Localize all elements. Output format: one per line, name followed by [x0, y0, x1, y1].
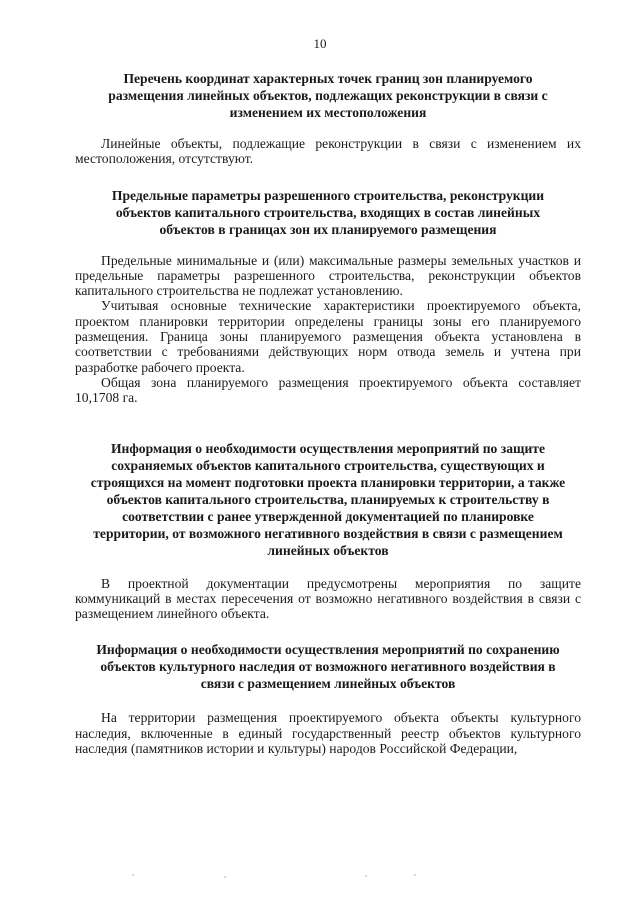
scan-dot	[224, 876, 226, 878]
section-paragraph: В проектной документации предусмотрены мероприятия по защите коммуникаций в местах пересечения от возможно негативного воздействия в связи с размещением линейного объекта.	[75, 575, 581, 622]
section-paragraph: На территории размещения проектируемого объекта объекты культурного наследия, включенные в единый государственный реестр объектов культурного наследия (памятников истории и культуры) народов Российской Федерации,	[75, 710, 581, 757]
section-heading-limit-parameters: Предельные параметры разрешенного строительства, реконструкции объектов капитального строительства, входящих в состав линейных объектов в границах зон их планируемого размещения	[111, 187, 545, 237]
section-paragraph: Предельные минимальные и (или) максимальные размеры земельных участков и предельные параметры разрешенного строительства, реконструкции объектов капитального строительства не подлежат установлению.	[75, 252, 581, 299]
section-heading-cultural-heritage: Информация о необходимости осуществления мероприятий по сохранению объектов культурного наследия от возможного негативного воздействия в связи с размещением линейных объектов	[96, 642, 560, 692]
scan-dot	[414, 874, 416, 876]
page-number: 10	[313, 36, 327, 51]
section-paragraph: Общая зона планируемого размещения проектируемого объекта составляет 10,1708 га.	[75, 374, 581, 406]
scan-artifacts	[0, 872, 640, 882]
section-heading-protection-measures: Информация о необходимости осуществления мероприятий по защите сохраняемых объектов капитального строительства, существующих и строящихся на момент подготовки проекта планировки территории, а также объектов капитального строительства, планируемых к строительству в соответствии с ранее утвержденной документацией по планировке территории, от возможного негативного воздействия в связи с размещением линейных объектов	[90, 440, 566, 558]
scan-dot	[365, 875, 367, 877]
section-heading-coordinates: Перечень координат характерных точек границ зон планируемого размещения линейных объектов, подлежащих реконструкции в связи с изменением их местоположения	[108, 71, 548, 120]
section-paragraph: Линейные объекты, подлежащие реконструкции в связи с изменением их местоположения, отсутствуют.	[75, 136, 581, 167]
section-paragraph: Учитывая основные технические характеристики проектируемого объекта, проектом планировки территории определены границы зоны его планируемого размещения. Граница зоны планируемого размещения объекта установлена в соответствии с требованиями действующих норм отвода земель и учтена при разработке рабочего проекта.	[75, 298, 581, 375]
scan-dot	[132, 874, 134, 876]
document-body	[75, 70, 581, 756]
